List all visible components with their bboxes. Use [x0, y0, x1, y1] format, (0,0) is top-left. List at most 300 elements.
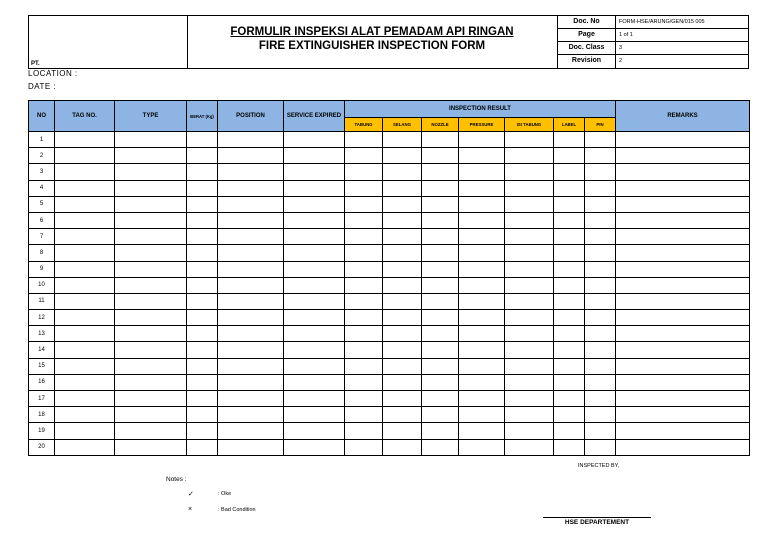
entry-cell[interactable]	[422, 326, 459, 342]
entry-cell[interactable]	[505, 212, 554, 228]
entry-cell[interactable]	[55, 407, 115, 423]
entry-cell[interactable]	[187, 196, 218, 212]
entry-cell[interactable]	[115, 277, 187, 293]
entry-cell[interactable]	[218, 342, 284, 358]
entry-cell[interactable]	[422, 148, 459, 164]
entry-cell[interactable]	[616, 148, 750, 164]
entry-cell[interactable]	[345, 180, 383, 196]
entry-cell[interactable]	[383, 261, 422, 277]
entry-cell[interactable]	[616, 212, 750, 228]
entry-cell[interactable]	[383, 277, 422, 293]
entry-cell[interactable]	[554, 407, 585, 423]
entry-cell[interactable]	[554, 229, 585, 245]
entry-cell[interactable]	[284, 180, 345, 196]
entry-cell[interactable]	[115, 439, 187, 455]
entry-cell[interactable]	[218, 245, 284, 261]
entry-cell[interactable]	[554, 245, 585, 261]
entry-cell[interactable]	[459, 277, 505, 293]
entry-cell[interactable]	[345, 261, 383, 277]
entry-cell[interactable]	[55, 148, 115, 164]
entry-cell[interactable]	[115, 261, 187, 277]
entry-cell[interactable]	[218, 229, 284, 245]
entry-cell[interactable]	[218, 326, 284, 342]
table-row	[29, 374, 750, 390]
entry-cell[interactable]	[585, 148, 616, 164]
entry-cell[interactable]	[284, 374, 345, 390]
entry-cell[interactable]	[55, 391, 115, 407]
entry-cell[interactable]	[505, 261, 554, 277]
entry-cell[interactable]	[284, 277, 345, 293]
entry-cell[interactable]	[345, 132, 383, 148]
entry-cell[interactable]	[422, 293, 459, 309]
entry-cell[interactable]	[616, 261, 750, 277]
entry-cell[interactable]	[505, 342, 554, 358]
entry-cell[interactable]	[55, 277, 115, 293]
entry-cell[interactable]	[115, 374, 187, 390]
header-type: TYPE	[115, 101, 187, 132]
entry-cell[interactable]	[422, 423, 459, 439]
entry-cell[interactable]	[345, 277, 383, 293]
entry-cell[interactable]	[218, 261, 284, 277]
entry-cell[interactable]	[284, 148, 345, 164]
entry-cell[interactable]	[459, 196, 505, 212]
entry-cell[interactable]	[585, 245, 616, 261]
entry-cell[interactable]	[218, 277, 284, 293]
entry-cell[interactable]	[115, 196, 187, 212]
entry-cell[interactable]	[55, 164, 115, 180]
entry-cell[interactable]	[459, 180, 505, 196]
entry-cell[interactable]	[115, 293, 187, 309]
entry-cell[interactable]	[218, 407, 284, 423]
entry-cell[interactable]	[585, 229, 616, 245]
entry-cell[interactable]	[284, 342, 345, 358]
entry-cell[interactable]	[55, 132, 115, 148]
entry-cell[interactable]	[383, 196, 422, 212]
entry-cell[interactable]	[284, 196, 345, 212]
entry-cell[interactable]	[115, 229, 187, 245]
entry-cell[interactable]	[585, 439, 616, 455]
entry-cell[interactable]	[459, 212, 505, 228]
entry-cell[interactable]	[345, 196, 383, 212]
entry-cell[interactable]	[218, 132, 284, 148]
entry-cell[interactable]	[459, 439, 505, 455]
table-body	[29, 132, 750, 456]
entry-cell[interactable]	[345, 439, 383, 455]
entry-cell[interactable]	[115, 423, 187, 439]
entry-cell[interactable]	[218, 293, 284, 309]
entry-cell[interactable]	[345, 164, 383, 180]
entry-cell[interactable]	[383, 293, 422, 309]
entry-cell[interactable]	[422, 310, 459, 326]
entry-cell[interactable]	[218, 358, 284, 374]
entry-cell[interactable]	[616, 277, 750, 293]
entry-cell[interactable]	[383, 326, 422, 342]
entry-cell[interactable]	[218, 310, 284, 326]
entry-cell[interactable]	[616, 293, 750, 309]
entry-cell[interactable]	[218, 423, 284, 439]
entry-cell[interactable]	[115, 164, 187, 180]
table-row	[29, 180, 750, 196]
row-number: 13	[29, 326, 55, 342]
entry-cell[interactable]	[459, 374, 505, 390]
table-row	[29, 391, 750, 407]
document-meta	[557, 16, 749, 68]
entry-cell[interactable]	[459, 326, 505, 342]
entry-cell[interactable]	[345, 245, 383, 261]
entry-cell[interactable]	[187, 229, 218, 245]
entry-cell[interactable]	[505, 407, 554, 423]
entry-cell[interactable]	[585, 293, 616, 309]
entry-cell[interactable]	[422, 439, 459, 455]
entry-cell[interactable]	[345, 310, 383, 326]
row-number: 17	[29, 391, 55, 407]
entry-cell[interactable]	[554, 423, 585, 439]
entry-cell[interactable]	[459, 293, 505, 309]
row-number: 5	[29, 196, 55, 212]
entry-cell[interactable]	[585, 277, 616, 293]
entry-cell[interactable]	[554, 374, 585, 390]
table-row	[29, 212, 750, 228]
entry-cell[interactable]	[554, 212, 585, 228]
entry-cell[interactable]	[383, 439, 422, 455]
entry-cell[interactable]	[284, 407, 345, 423]
entry-cell[interactable]	[505, 180, 554, 196]
entry-cell[interactable]	[115, 407, 187, 423]
entry-cell[interactable]	[505, 423, 554, 439]
entry-cell[interactable]	[383, 132, 422, 148]
entry-cell[interactable]	[187, 245, 218, 261]
entry-cell[interactable]	[383, 358, 422, 374]
entry-cell[interactable]	[459, 261, 505, 277]
entry-cell[interactable]	[459, 164, 505, 180]
entry-cell[interactable]	[585, 180, 616, 196]
entry-cell[interactable]	[115, 132, 187, 148]
entry-cell[interactable]	[284, 229, 345, 245]
form-title	[187, 16, 557, 68]
entry-cell[interactable]	[284, 164, 345, 180]
entry-cell[interactable]	[616, 439, 750, 455]
entry-cell[interactable]	[459, 423, 505, 439]
entry-cell[interactable]	[616, 132, 750, 148]
row-number: 16	[29, 374, 55, 390]
entry-cell[interactable]	[383, 229, 422, 245]
entry-cell[interactable]	[187, 132, 218, 148]
entry-cell[interactable]	[505, 148, 554, 164]
entry-cell[interactable]	[284, 212, 345, 228]
entry-cell[interactable]	[115, 180, 187, 196]
entry-cell[interactable]	[345, 212, 383, 228]
entry-cell[interactable]	[505, 196, 554, 212]
entry-cell[interactable]	[459, 148, 505, 164]
entry-cell[interactable]	[585, 407, 616, 423]
entry-cell[interactable]	[505, 358, 554, 374]
entry-cell[interactable]	[345, 293, 383, 309]
entry-cell[interactable]	[554, 148, 585, 164]
entry-cell[interactable]	[187, 439, 218, 455]
entry-cell[interactable]	[345, 374, 383, 390]
entry-cell[interactable]	[616, 423, 750, 439]
entry-cell[interactable]	[505, 310, 554, 326]
entry-cell[interactable]	[554, 310, 585, 326]
entry-cell[interactable]	[616, 229, 750, 245]
entry-cell[interactable]	[284, 358, 345, 374]
form-header	[28, 15, 749, 69]
meta-key: Revision	[558, 55, 616, 68]
inspected-by-label: INSPECTED BY,	[578, 463, 620, 469]
entry-cell[interactable]	[345, 342, 383, 358]
row-number: 14	[29, 342, 55, 358]
entry-cell[interactable]	[383, 164, 422, 180]
note-bad-text: : Bad Condition	[218, 507, 256, 513]
signature-hse-departement: HSE DEPARTEMENT	[543, 517, 651, 526]
entry-cell[interactable]	[554, 326, 585, 342]
entry-cell[interactable]	[115, 391, 187, 407]
entry-cell[interactable]	[459, 358, 505, 374]
entry-cell[interactable]	[187, 212, 218, 228]
entry-cell[interactable]	[554, 391, 585, 407]
entry-cell[interactable]	[585, 132, 616, 148]
entry-cell[interactable]	[585, 261, 616, 277]
entry-cell[interactable]	[115, 245, 187, 261]
entry-cell[interactable]	[55, 293, 115, 309]
entry-cell[interactable]	[505, 326, 554, 342]
entry-cell[interactable]	[616, 358, 750, 374]
entry-cell[interactable]	[422, 374, 459, 390]
entry-cell[interactable]	[55, 261, 115, 277]
entry-cell[interactable]	[187, 407, 218, 423]
entry-cell[interactable]	[218, 180, 284, 196]
entry-cell[interactable]	[422, 196, 459, 212]
entry-cell[interactable]	[616, 164, 750, 180]
entry-cell[interactable]	[345, 148, 383, 164]
entry-cell[interactable]	[616, 391, 750, 407]
entry-cell[interactable]	[554, 342, 585, 358]
entry-cell[interactable]	[115, 148, 187, 164]
entry-cell[interactable]	[616, 196, 750, 212]
entry-cell[interactable]	[505, 245, 554, 261]
entry-cell[interactable]	[55, 180, 115, 196]
entry-cell[interactable]	[345, 229, 383, 245]
entry-cell[interactable]	[585, 391, 616, 407]
entry-cell[interactable]	[422, 261, 459, 277]
entry-cell[interactable]	[218, 374, 284, 390]
entry-cell[interactable]	[187, 293, 218, 309]
entry-cell[interactable]	[422, 342, 459, 358]
entry-cell[interactable]	[218, 439, 284, 455]
entry-cell[interactable]	[459, 310, 505, 326]
entry-cell[interactable]	[383, 180, 422, 196]
entry-cell[interactable]	[345, 391, 383, 407]
entry-cell[interactable]	[585, 212, 616, 228]
entry-cell[interactable]	[115, 310, 187, 326]
entry-cell[interactable]	[55, 326, 115, 342]
entry-cell[interactable]	[383, 374, 422, 390]
subheader-label: LABEL	[554, 118, 585, 132]
entry-cell[interactable]	[187, 374, 218, 390]
entry-cell[interactable]	[505, 164, 554, 180]
entry-cell[interactable]	[218, 164, 284, 180]
entry-cell[interactable]	[422, 164, 459, 180]
entry-cell[interactable]	[616, 374, 750, 390]
entry-cell[interactable]	[284, 132, 345, 148]
entry-cell[interactable]	[422, 245, 459, 261]
entry-cell[interactable]	[284, 310, 345, 326]
entry-cell[interactable]	[383, 423, 422, 439]
entry-cell[interactable]	[383, 407, 422, 423]
entry-cell[interactable]	[554, 132, 585, 148]
entry-cell[interactable]	[422, 407, 459, 423]
entry-cell[interactable]	[383, 245, 422, 261]
entry-cell[interactable]	[422, 132, 459, 148]
entry-cell[interactable]	[459, 407, 505, 423]
entry-cell[interactable]	[505, 277, 554, 293]
entry-cell[interactable]	[284, 439, 345, 455]
header-inspection-result: INSPECTION RESULT	[345, 101, 616, 118]
row-number: 8	[29, 245, 55, 261]
table-row	[29, 229, 750, 245]
table-row	[29, 148, 750, 164]
entry-cell[interactable]	[422, 180, 459, 196]
entry-cell[interactable]	[115, 358, 187, 374]
entry-cell[interactable]	[585, 326, 616, 342]
entry-cell[interactable]	[383, 391, 422, 407]
entry-cell[interactable]	[284, 423, 345, 439]
entry-cell[interactable]	[115, 212, 187, 228]
entry-cell[interactable]	[585, 358, 616, 374]
entry-cell[interactable]	[115, 326, 187, 342]
entry-cell[interactable]	[284, 261, 345, 277]
entry-cell[interactable]	[585, 164, 616, 180]
entry-cell[interactable]	[616, 310, 750, 326]
entry-cell[interactable]	[218, 196, 284, 212]
entry-cell[interactable]	[554, 261, 585, 277]
header-berat: BERAT (Kg)	[187, 101, 218, 132]
entry-cell[interactable]	[284, 391, 345, 407]
entry-cell[interactable]	[422, 229, 459, 245]
entry-cell[interactable]	[554, 277, 585, 293]
entry-cell[interactable]	[505, 439, 554, 455]
entry-cell[interactable]	[459, 132, 505, 148]
entry-cell[interactable]	[554, 293, 585, 309]
entry-cell[interactable]	[218, 148, 284, 164]
entry-cell[interactable]	[554, 180, 585, 196]
entry-cell[interactable]	[459, 229, 505, 245]
entry-cell[interactable]	[345, 407, 383, 423]
entry-cell[interactable]	[55, 245, 115, 261]
entry-cell[interactable]	[218, 391, 284, 407]
entry-cell[interactable]	[505, 229, 554, 245]
entry-cell[interactable]	[187, 164, 218, 180]
entry-cell[interactable]	[55, 439, 115, 455]
entry-cell[interactable]	[187, 310, 218, 326]
entry-cell[interactable]	[187, 148, 218, 164]
entry-cell[interactable]	[422, 358, 459, 374]
entry-cell[interactable]	[345, 358, 383, 374]
row-number: 10	[29, 277, 55, 293]
entry-cell[interactable]	[345, 423, 383, 439]
entry-cell[interactable]	[585, 374, 616, 390]
entry-cell[interactable]	[505, 374, 554, 390]
entry-cell[interactable]	[55, 196, 115, 212]
note-ok-text: : Oke	[218, 491, 232, 497]
table-row	[29, 439, 750, 455]
entry-cell[interactable]	[422, 277, 459, 293]
entry-cell[interactable]	[585, 423, 616, 439]
entry-cell[interactable]	[505, 293, 554, 309]
entry-cell[interactable]	[284, 293, 345, 309]
entry-cell[interactable]	[55, 342, 115, 358]
subheader-nozzle: NOZZLE	[422, 118, 459, 132]
entry-cell[interactable]	[345, 326, 383, 342]
entry-cell[interactable]	[505, 391, 554, 407]
entry-cell[interactable]	[187, 423, 218, 439]
row-number: 4	[29, 180, 55, 196]
entry-cell[interactable]	[616, 342, 750, 358]
entry-cell[interactable]	[55, 358, 115, 374]
row-number: 11	[29, 293, 55, 309]
table-row	[29, 196, 750, 212]
entry-cell[interactable]	[187, 358, 218, 374]
entry-cell[interactable]	[554, 164, 585, 180]
entry-cell[interactable]	[616, 407, 750, 423]
row-number: 12	[29, 310, 55, 326]
entry-cell[interactable]	[422, 212, 459, 228]
entry-cell[interactable]	[383, 342, 422, 358]
entry-cell[interactable]	[459, 391, 505, 407]
row-number: 3	[29, 164, 55, 180]
entry-cell[interactable]	[187, 342, 218, 358]
entry-cell[interactable]	[459, 342, 505, 358]
entry-cell[interactable]	[585, 342, 616, 358]
subheader-pin: PIN	[585, 118, 616, 132]
table-row	[29, 407, 750, 423]
entry-cell[interactable]	[55, 229, 115, 245]
entry-cell[interactable]	[505, 132, 554, 148]
entry-cell[interactable]	[115, 342, 187, 358]
entry-cell[interactable]	[616, 326, 750, 342]
table-row	[29, 261, 750, 277]
notes-label: Notes :	[166, 476, 187, 483]
entry-cell[interactable]	[187, 277, 218, 293]
entry-cell[interactable]	[187, 261, 218, 277]
header-no: NO	[29, 101, 55, 132]
entry-cell[interactable]	[585, 310, 616, 326]
entry-cell[interactable]	[55, 212, 115, 228]
entry-cell[interactable]	[554, 439, 585, 455]
entry-cell[interactable]	[459, 245, 505, 261]
entry-cell[interactable]	[187, 391, 218, 407]
entry-cell[interactable]	[616, 245, 750, 261]
company-label: PT.	[31, 61, 40, 67]
entry-cell[interactable]	[383, 148, 422, 164]
entry-cell[interactable]	[422, 391, 459, 407]
entry-cell[interactable]	[218, 212, 284, 228]
entry-cell[interactable]	[55, 423, 115, 439]
entry-cell[interactable]	[585, 196, 616, 212]
entry-cell[interactable]	[55, 310, 115, 326]
entry-cell[interactable]	[55, 374, 115, 390]
entry-cell[interactable]	[616, 180, 750, 196]
entry-cell[interactable]	[187, 326, 218, 342]
entry-cell[interactable]	[554, 358, 585, 374]
entry-cell[interactable]	[284, 245, 345, 261]
entry-cell[interactable]	[383, 212, 422, 228]
row-number: 1	[29, 132, 55, 148]
entry-cell[interactable]	[187, 180, 218, 196]
entry-cell[interactable]	[383, 310, 422, 326]
entry-cell[interactable]	[284, 326, 345, 342]
entry-cell[interactable]	[554, 196, 585, 212]
